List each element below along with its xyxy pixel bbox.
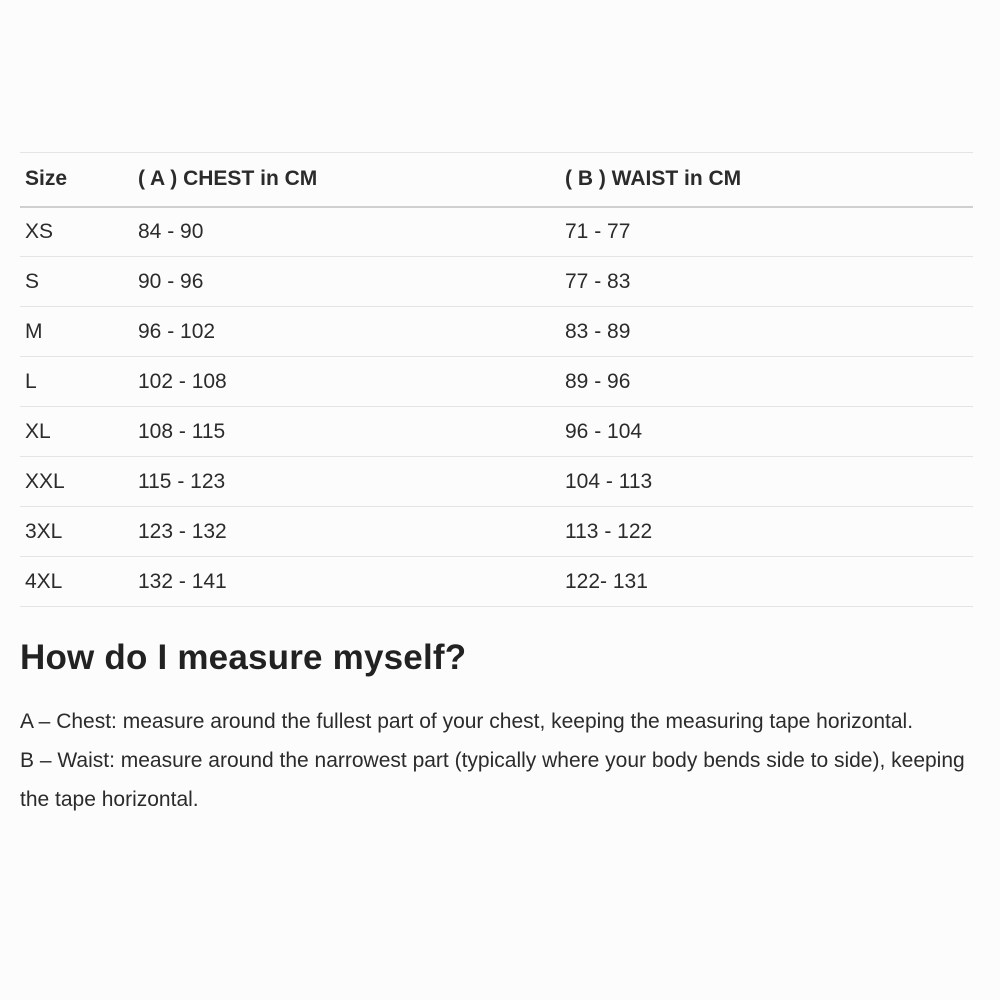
cell-chest: 96 - 102 xyxy=(138,307,565,357)
cell-chest: 90 - 96 xyxy=(138,257,565,307)
cell-size: XXL xyxy=(20,457,138,507)
chest-instruction-paragraph: A – Chest: measure around the fullest part of your chest, keeping the measuring tape horizontal. xyxy=(20,710,914,733)
cell-chest: 108 - 115 xyxy=(138,407,565,457)
cell-waist: 122- 131 xyxy=(565,557,973,607)
table-row xyxy=(20,307,973,357)
cell-chest: 115 - 123 xyxy=(138,457,565,507)
cell-waist: 83 - 89 xyxy=(565,307,973,357)
cell-chest: 123 - 132 xyxy=(138,507,565,557)
table-row xyxy=(20,507,973,557)
measure-section-heading: How do I measure myself? xyxy=(20,638,467,677)
cell-waist: 71 - 77 xyxy=(565,207,973,257)
cell-size: S xyxy=(20,257,138,307)
size-chart-table xyxy=(20,152,973,607)
cell-size: XS xyxy=(20,207,138,257)
column-header-waist: ( B ) WAIST in CM xyxy=(565,153,973,207)
table-row xyxy=(20,357,973,407)
table-row xyxy=(20,557,973,607)
size-chart-header xyxy=(20,153,973,207)
table-row xyxy=(20,257,973,307)
cell-chest: 102 - 108 xyxy=(138,357,565,407)
header-row xyxy=(20,153,973,207)
cell-chest: 84 - 90 xyxy=(138,207,565,257)
cell-chest: 132 - 141 xyxy=(138,557,565,607)
table-row xyxy=(20,207,973,257)
cell-size: XL xyxy=(20,407,138,457)
cell-waist: 77 - 83 xyxy=(565,257,973,307)
size-table-body xyxy=(20,207,973,607)
table-row xyxy=(20,457,973,507)
cell-size: L xyxy=(20,357,138,407)
cell-waist: 89 - 96 xyxy=(565,357,973,407)
cell-size: 4XL xyxy=(20,557,138,607)
cell-size: M xyxy=(20,307,138,357)
cell-waist: 113 - 122 xyxy=(565,507,973,557)
measure-instructions xyxy=(20,702,973,819)
cell-waist: 96 - 104 xyxy=(565,407,973,457)
column-header-size: Size xyxy=(20,153,138,207)
cell-waist: 104 - 113 xyxy=(565,457,973,507)
waist-instruction-paragraph: B – Waist: measure around the narrowest part (typically where your body bends side to side), keeping the tape horizontal. xyxy=(20,749,965,811)
table-row xyxy=(20,407,973,457)
cell-size: 3XL xyxy=(20,507,138,557)
column-header-chest: ( A ) CHEST in CM xyxy=(138,153,565,207)
